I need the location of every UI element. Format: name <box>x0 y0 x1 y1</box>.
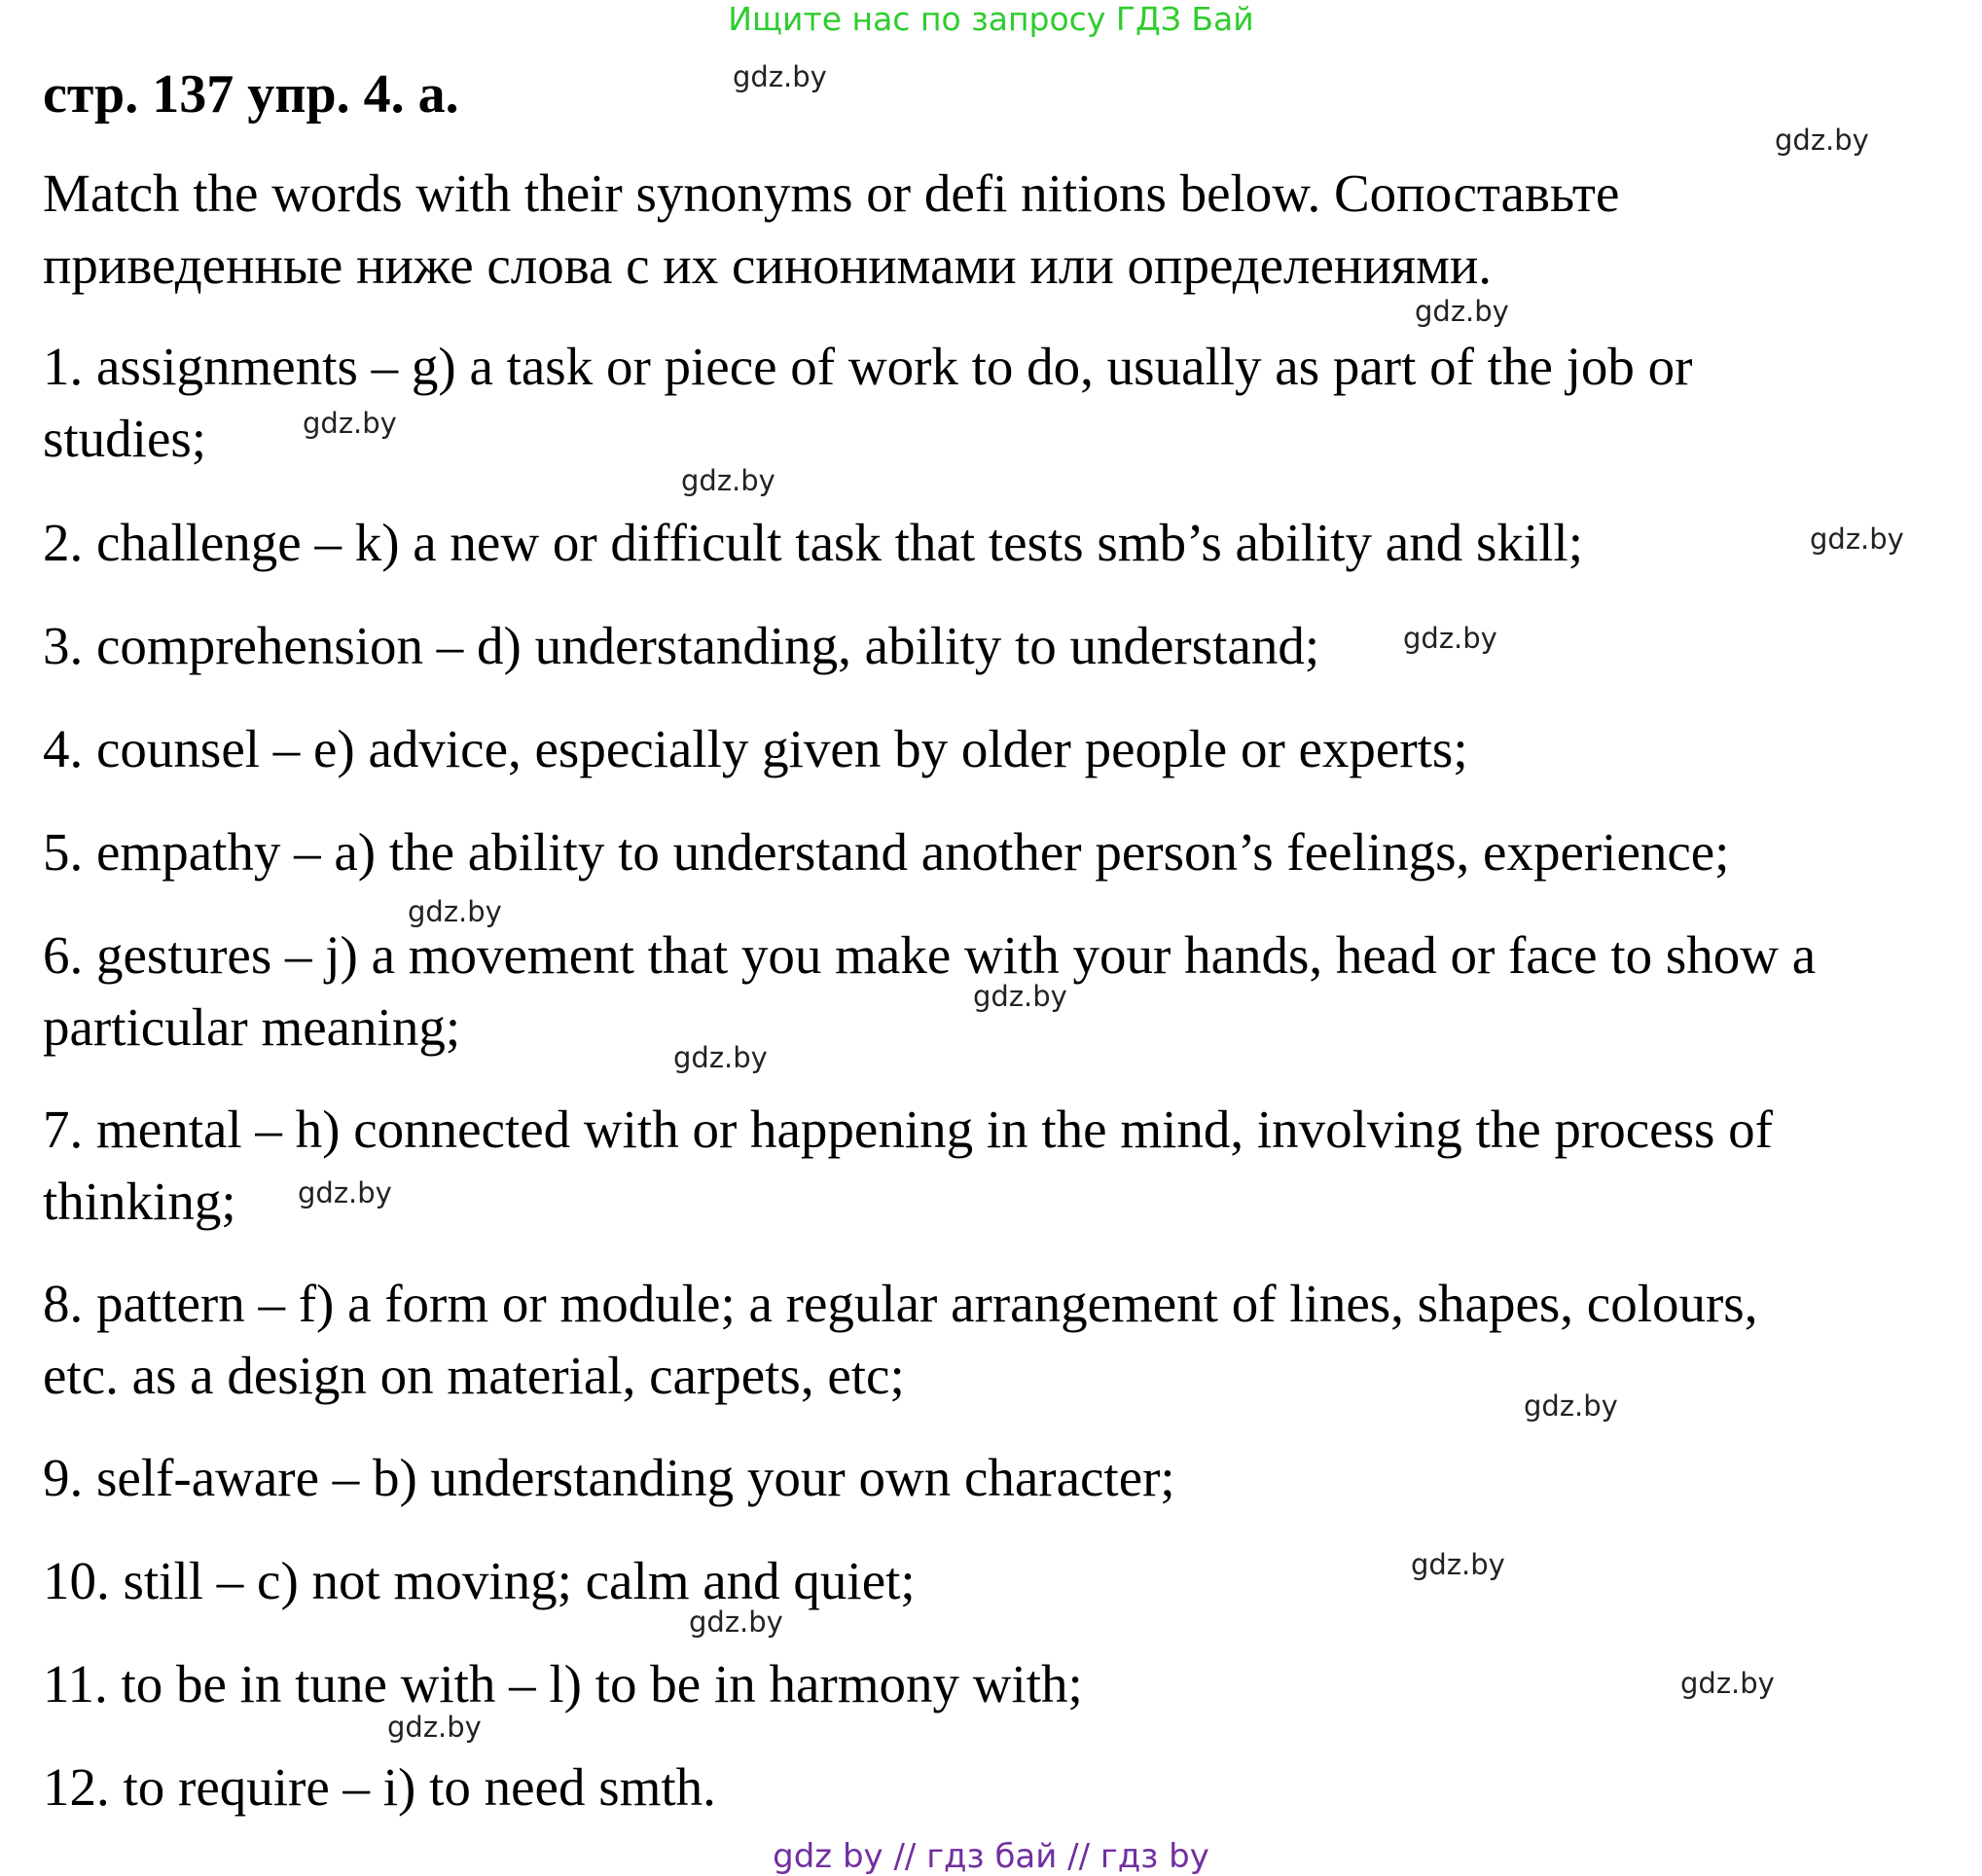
list-item-9 <box>43 1442 1969 1514</box>
watermark: gdz.by <box>1810 523 1904 556</box>
footer-watermark: gdz by // гдз бай // гдз by <box>773 1837 1209 1876</box>
instructions-line: приведенные ниже слова с их синонимами или определениями. <box>43 235 1493 295</box>
promo-banner: Ищите нас по запросу ГДЗ Бай <box>728 0 1254 38</box>
watermark: gdz.by <box>1680 1667 1775 1700</box>
watermark: gdz.by <box>681 464 775 497</box>
item-line: 7. mental – h) connected with or happening in the mind, involving the process of <box>43 1100 1773 1159</box>
list-item-2 <box>43 507 1969 579</box>
item-line: thinking; <box>43 1172 236 1231</box>
instructions-line: Match the words with their synonyms or defi nitions below. Сопоставьте <box>43 163 1620 223</box>
item-line: 4. counsel – e) advice, especially given by older people or experts; <box>43 719 1468 778</box>
watermark: gdz.by <box>408 895 502 928</box>
list-item-8 <box>43 1268 1969 1412</box>
list-item-5 <box>43 816 1969 888</box>
item-line: 8. pattern – f) a form or module; a regular arrangement of lines, shapes, colours, <box>43 1274 1758 1333</box>
list-item-1 <box>43 331 1969 475</box>
item-line: 10. still – c) not moving; calm and quiet; <box>43 1551 916 1610</box>
item-line: studies; <box>43 409 207 468</box>
list-item-3 <box>43 610 1969 682</box>
item-line: 12. to require – i) to need smth. <box>43 1757 716 1817</box>
watermark: gdz.by <box>689 1605 783 1639</box>
list-item-7 <box>43 1094 1969 1238</box>
item-line: 11. to be in tune with – l) to be in harmony with; <box>43 1654 1083 1714</box>
watermark: gdz.by <box>733 60 827 93</box>
page-title: стр. 137 упр. 4. а. <box>43 64 459 125</box>
watermark: gdz.by <box>1524 1389 1618 1423</box>
watermark: gdz.by <box>1411 1548 1505 1581</box>
item-line: 3. comprehension – d) understanding, ability to understand; <box>43 616 1320 675</box>
watermark: gdz.by <box>298 1176 392 1209</box>
watermark: gdz.by <box>303 407 397 440</box>
item-line: 5. empathy – a) the ability to understand another person’s feelings, experience; <box>43 822 1730 882</box>
watermark: gdz.by <box>1775 124 1869 157</box>
list-item-4 <box>43 713 1969 785</box>
watermark: gdz.by <box>1403 622 1497 655</box>
item-line: etc. as a design on material, carpets, etc; <box>43 1346 905 1405</box>
watermark: gdz.by <box>973 980 1067 1013</box>
watermark: gdz.by <box>1415 295 1509 328</box>
item-line: 9. self-aware – b) understanding your own character; <box>43 1448 1175 1507</box>
item-line: 2. challenge – k) a new or difficult task that tests smb’s ability and skill; <box>43 513 1583 572</box>
list-item-10 <box>43 1545 1969 1617</box>
watermark: gdz.by <box>673 1041 768 1074</box>
watermark: gdz.by <box>387 1711 482 1744</box>
item-line: 6. gestures – j) a movement that you make with your hands, head or face to show a <box>43 925 1817 985</box>
item-line: particular meaning; <box>43 997 461 1057</box>
list-item-12 <box>43 1751 1969 1823</box>
task-instructions <box>43 158 1892 302</box>
item-line: 1. assignments – g) a task or piece of work to do, usually as part of the job or <box>43 337 1693 396</box>
